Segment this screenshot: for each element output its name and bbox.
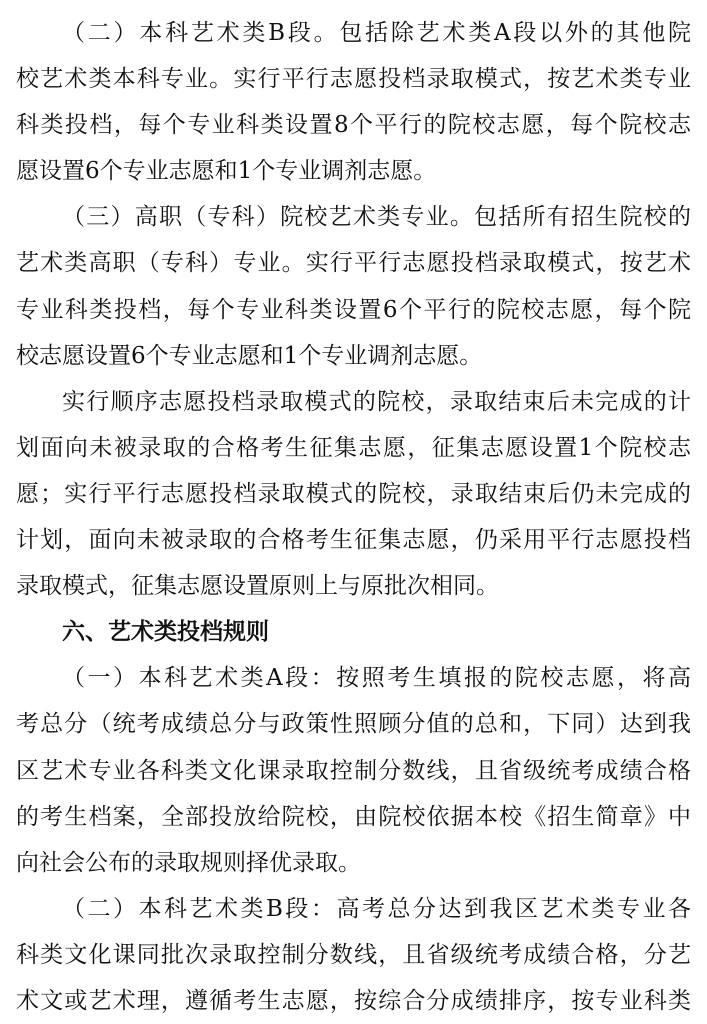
text-line: 科类投档，每个专业科类设置8个平行的院校志愿，每个院校志 <box>16 112 691 139</box>
text-line: 科类文化课同批次录取控制分数线，且省级统考成绩合格，分艺 <box>16 941 691 968</box>
text-line: （二）本科艺术类B段。包括除艺术类A段以外的其他院 <box>62 20 691 46</box>
text-line: （一）本科艺术类A段：按照考生填报的院校志愿，将高 <box>62 665 691 692</box>
text-line: 计划，面向未被录取的合格考生征集志愿，仍采用平行志愿投档 <box>16 527 691 554</box>
text-line: 校志愿设置6个专业志愿和1个专业调剂志愿。 <box>16 342 483 369</box>
text-line: 考总分（统考成绩总分与政策性照顾分值的总和，下同）达到我 <box>16 711 691 738</box>
text-line: 愿；实行平行志愿投档录取模式的院校，录取结束后仍未完成的 <box>16 480 691 507</box>
paragraph-rule-benke-a <box>16 655 691 885</box>
text-line: 艺术类高职（专科）专业。实行平行志愿投档录取模式，按艺术 <box>16 250 691 277</box>
paragraph-rule-benke-b <box>16 886 691 1024</box>
text-line: 划面向未被录取的合格考生征集志愿，征集志愿设置1个院校志 <box>16 434 691 461</box>
text-line: 愿设置6个专业志愿和1个专业调剂志愿。 <box>16 158 437 185</box>
text-line: （三）高职（专科）院校艺术类专业。包括所有招生院校的 <box>62 204 691 231</box>
paragraph-supplementary <box>16 379 691 609</box>
text-line: 专业科类投档，每个专业科类设置6个平行的院校志愿，每个院 <box>16 296 691 323</box>
text-line: 校艺术类本科专业。实行平行志愿投档录取模式，按艺术类专业 <box>16 66 691 93</box>
text-line: 向社会公布的录取规则择优录取。 <box>16 849 361 876</box>
paragraph-benke-b <box>16 10 691 194</box>
text-line: （二）本科艺术类B段：高考总分达到我区艺术类专业各 <box>62 895 691 922</box>
text-line: 术文或艺术理，遵循考生志愿，按综合分成绩排序，按专业科类 <box>16 987 691 1014</box>
text-line: 实行顺序志愿投档录取模式的院校，录取结束后未完成的计 <box>62 388 691 415</box>
text-line: 的考生档案，全部投放给院校，由院校依据本校《招生简章》中 <box>16 803 691 830</box>
text-line: 区艺术专业各科类文化课录取控制分数线，且省级统考成绩合格 <box>16 757 691 784</box>
section-heading: 六、艺术类投档规则 <box>62 619 269 646</box>
text-line: 录取模式，征集志愿设置原则上与原批次相同。 <box>16 573 499 600</box>
paragraph-gaozhi <box>16 194 691 378</box>
